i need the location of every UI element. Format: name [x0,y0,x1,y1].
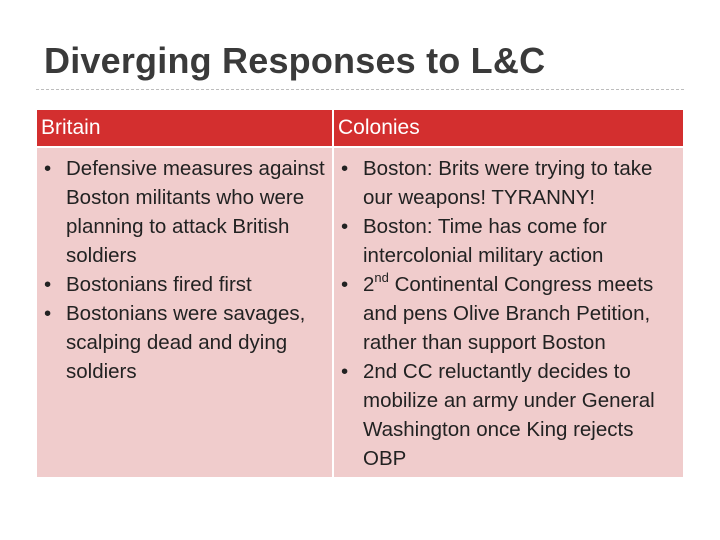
list-item: • Bostonians were savages, scalping dead and dying soldiers [66,299,326,386]
list-item-text: Continental Congress meets and pens Olive Branch Petition, rather than support Boston [363,273,654,354]
list-item: • Boston: Time has come for intercolonial military action [363,212,677,270]
table-row [37,147,683,477]
column-header-britain: Britain [37,110,333,147]
slide-title: Diverging Responses to L&C [44,40,546,81]
column-header-colonies: Colonies [333,110,683,147]
table-header-row [37,110,683,147]
list-item [363,270,677,357]
britain-cell [37,147,333,477]
britain-list [43,154,326,386]
title-divider [36,89,684,90]
colonies-list [340,154,677,473]
list-item: • Defensive measures against Boston militants who were planning to attack British soldiers [66,154,326,270]
colonies-cell [333,147,683,477]
ordinal-suffix: nd [374,270,389,285]
list-item: • Boston: Brits were trying to take our weapons! TYRANNY! [363,154,677,212]
comparison-table [37,110,683,477]
list-item: • Bostonians fired first [66,270,326,299]
ordinal-number: 2 [363,273,375,296]
list-item: • 2nd CC reluctantly decides to mobilize an army under General Washington once King rejects OBP [363,357,677,473]
